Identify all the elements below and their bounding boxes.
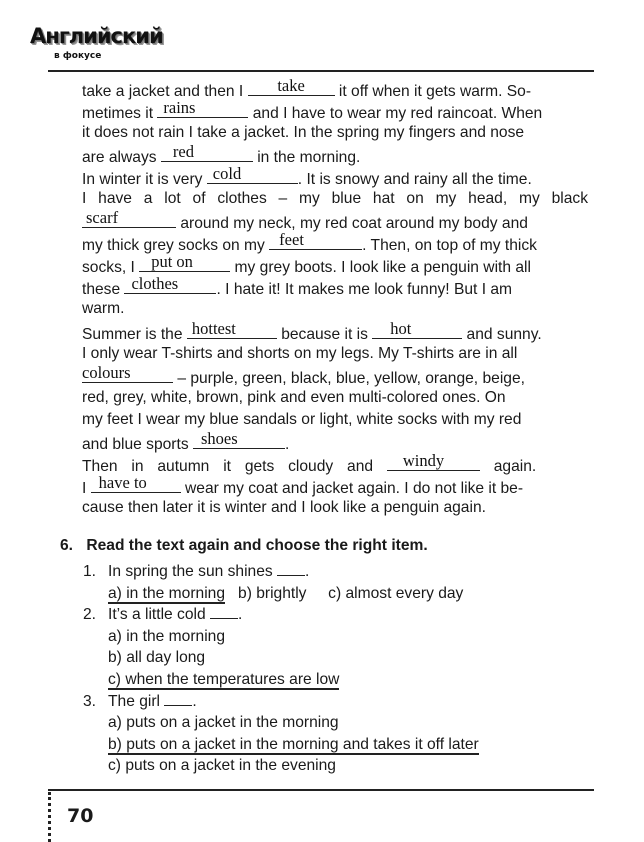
- option[interactable]: c) puts on a jacket in the evening: [108, 757, 336, 775]
- answer-blank[interactable]: windy: [387, 453, 480, 471]
- answer-blank[interactable]: clothes: [124, 276, 216, 294]
- option[interactable]: b) brightly: [238, 584, 307, 602]
- answer-blank[interactable]: scarf: [82, 210, 176, 228]
- question-blank: [210, 604, 238, 619]
- answer-blank[interactable]: colours: [82, 365, 173, 383]
- answer-blank[interactable]: put on: [139, 254, 230, 272]
- reading-passage: [82, 78, 588, 519]
- footer-rule: [48, 789, 594, 791]
- option-selected[interactable]: b) puts on a jacket in the morning and takes it off later: [108, 735, 479, 753]
- question-blank: [164, 691, 192, 706]
- answer-blank[interactable]: rains: [157, 100, 248, 118]
- passage-line: take a jacket and then I take it off when it gets warm. So-: [82, 76, 532, 100]
- logo-title: Английский: [30, 24, 163, 48]
- passage-line: Then in autumn it gets cloudy and windy again.: [82, 450, 537, 475]
- dotted-margin-line: [48, 792, 51, 842]
- option[interactable]: a) puts on a jacket in the morning: [108, 714, 339, 732]
- passage-line: Summer is the hottest because it is hot and sunny.: [82, 318, 542, 343]
- passage-line: it does not rain I take a jacket. In the spring my fingers and nose: [82, 124, 525, 142]
- passage-line: I only wear T-shirts and shorts on my legs. My T-shirts are in all: [82, 344, 518, 362]
- passage-line: are always red in the morning.: [82, 142, 361, 167]
- passage-line: metimes it rains and I have to wear my red raincoat. When: [82, 98, 543, 123]
- passage-line: red, grey, white, brown, pink and even multi-colored ones. On: [82, 388, 506, 406]
- passage-line: I have to wear my coat and jacket again. I do not like it be-: [82, 472, 524, 497]
- question-1: 1. In spring the sun shines .: [83, 563, 310, 580]
- answer-blank[interactable]: have to: [91, 475, 181, 493]
- option-selected[interactable]: c) when the temperatures are low: [108, 670, 340, 688]
- header-rule: [48, 70, 594, 72]
- passage-line: cause then later it is winter and I look like a penguin again.: [82, 498, 486, 516]
- option[interactable]: b) all day long: [108, 649, 206, 667]
- option[interactable]: a) in the morning: [108, 627, 226, 645]
- option[interactable]: c) almost every day: [328, 584, 464, 602]
- passage-line: scarf around my neck, my red coat around my body and: [82, 210, 588, 232]
- passage-line: my feet I wear my blue sandals or light, white socks with my red: [82, 410, 522, 428]
- passage-line: and blue sports shoes .: [82, 428, 290, 453]
- exercise-heading: 6. Read the text again and choose the right item.: [60, 537, 428, 554]
- book-logo: [30, 24, 170, 68]
- answer-blank[interactable]: feet: [269, 232, 362, 250]
- question-1-options: [60, 583, 600, 605]
- option-selected[interactable]: a) in the morning: [108, 584, 226, 602]
- passage-line: I have a lot of clothes – my blue hat on my head, my black: [82, 190, 588, 208]
- answer-blank[interactable]: shoes: [193, 431, 285, 449]
- passage-line: In winter it is very cold . It is snowy and rainy all the time.: [82, 164, 532, 189]
- answer-blank[interactable]: hottest: [187, 321, 277, 339]
- passage-line: these clothes . I hate it! It makes me look funny! But I am: [82, 274, 513, 299]
- answer-blank[interactable]: hot: [372, 321, 462, 339]
- answer-blank[interactable]: take: [248, 78, 335, 96]
- answer-blank[interactable]: cold: [207, 166, 298, 184]
- answer-blank[interactable]: red: [161, 144, 253, 162]
- passage-line: my thick grey socks on my feet . Then, on top of my thick: [82, 230, 537, 255]
- exercise-6: [60, 535, 600, 777]
- question-blank: [277, 561, 305, 576]
- page-number: 70: [67, 805, 94, 827]
- question-2: 2. It’s a little cold .: [83, 606, 243, 624]
- question-3: 3. The girl .: [83, 692, 197, 710]
- passage-line: warm.: [82, 300, 125, 318]
- passage-line: colours – purple, green, black, blue, yellow, orange, beige,: [82, 362, 525, 387]
- passage-line: socks, I put on my grey boots. I look like a penguin with all: [82, 252, 531, 277]
- logo-subtitle: в фокусе: [54, 51, 102, 61]
